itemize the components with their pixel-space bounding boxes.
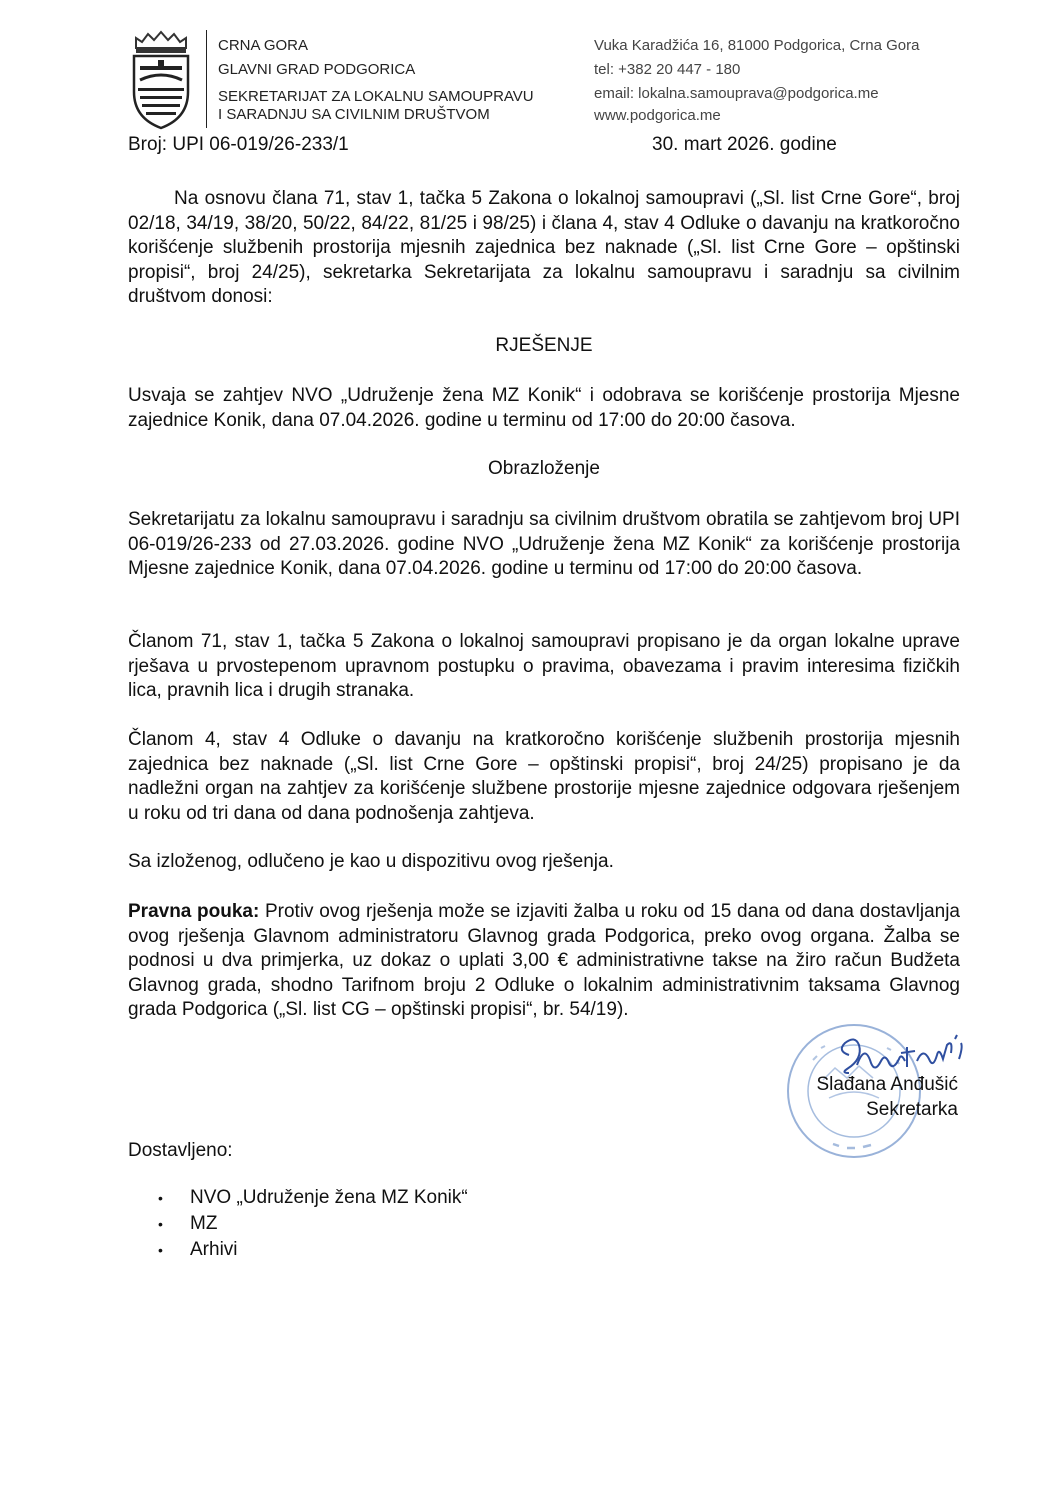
issuer-city: GLAVNI GRAD PODGORICA — [218, 61, 416, 78]
reasoning-paragraph-1: Sekretarijatu za lokalnu samoupravu i saradnju sa civilnim društvom obratila se zahtjevom broj UPI 06-019/26-233 od 27.03.2026. godine NVO „Udruženje žena MZ Konik“ za korišćenje prostorija Mjesne zajednice Konik, dana 07.04.2026. godine u terminu od 17:00 do 20:00 časova. — [128, 509, 960, 579]
contact-address: Vuka Karadžića 16, 81000 Podgorica, Crna Gora — [594, 37, 920, 54]
header-divider — [206, 30, 207, 128]
reference-number: Broj: UPI 06-019/26-233/1 — [128, 134, 349, 155]
legal-notice-paragraph — [128, 900, 960, 1023]
list-item: • NVO „Udruženje žena MZ Konik“ — [128, 1185, 468, 1211]
signatory-block — [816, 1072, 958, 1122]
reasoning-title: Obrazloženje — [488, 458, 600, 479]
contact-website: www.podgorica.me — [594, 107, 721, 124]
intro-paragraph: Na osnovu člana 71, stav 1, tačka 5 Zakona o lokalnoj samoupravi („Sl. list Crne Gore“, broj 02/18, 34/19, 38/20, 50/22, 84/22, 81/25 i 98/25) i člana 4, stav 4 Odluke o davanju na kratkoročno korišćenje službenih prostorija mjesnih zajednica bez naknade („Sl. list Crne Gore – opštinski propisi“, broj 24/25), sekretarka Sekretarijata za lokalnu samoupravu i saradnju sa civilnim društvom donosi: — [128, 188, 960, 307]
signatory-role: Sekretarka — [866, 1099, 958, 1120]
issuer-office-line2: I SARADNJU SA CIVILNIM DRUŠTVOM — [218, 106, 490, 123]
decision-paragraph: Usvaja se zahtjev NVO „Udruženje žena MZ Konik“ i odobrava se korišćenje prostorija Mjesne zajednice Konik, dana 07.04.2026. godine u terminu od 17:00 do 20:00 časova. — [128, 385, 960, 431]
legal-notice-label: Pravna pouka: — [128, 901, 260, 922]
issuer-country: CRNA GORA — [218, 37, 309, 54]
signatory-name: Slađana Anđušić — [816, 1074, 958, 1095]
issuer-block — [218, 34, 534, 124]
contact-phone: tel: +382 20 447 - 180 — [594, 61, 741, 78]
conclusion-paragraph: Sa izloženog, odlučeno je kao u dispozitivu ovog rješenja. — [128, 851, 614, 872]
decision-title: RJEŠENJE — [495, 335, 593, 356]
legal-notice-text: Protiv ovog rješenja može se izjaviti žalba u roku od 15 dana od dana dostavljanja ovog rješenja Glavnom administratoru Glavnog grada Podgorica, preko ovog organa. Žalba se podnosi u dva primjerka, uz dokaz o uplati 3,00 € administrativne takse na žiro račun Budžeta Glavnog grada, shodno Tarifnom broju 2 Odluke o lokalnim administrativnim taksama Glavnog grada Podgorica („Sl. list CG – opštinski propisi“, br. 54/19). — [128, 901, 960, 1020]
reasoning-paragraph-2: Članom 71, stav 1, tačka 5 Zakona o lokalnoj samoupravi propisano je da organ lokalne uprave rješava u prvostepenom upravnom postupku o pravima, obavezama i pravim interesima fizičkih lica, pravnih lica i drugih stranaka. — [128, 631, 960, 701]
issuer-office-line1: SEKRETARIJAT ZA LOKALNU SAMOUPRAVU — [218, 88, 534, 105]
contact-block — [594, 34, 919, 128]
coat-of-arms-icon — [128, 30, 194, 130]
contact-email: email: lokalna.samouprava@podgorica.me — [594, 85, 879, 102]
reasoning-paragraph-3: Članom 4, stav 4 Odluke o davanju na kratkoročno korišćenje službenih prostorija mjesnih zajednica bez naknade („Sl. list Crne Gore – opštinski propisi“, broj 24/25) propisano je da nadležni organ na zahtjev za korišćenje službene prostorije mjesne zajednice odgovara rješenjem u roku od tri dana od dana podnošenja zahtjeva. — [128, 729, 960, 824]
distribution-list — [128, 1185, 468, 1263]
list-item: • Arhivi — [128, 1237, 468, 1263]
list-item: • MZ — [128, 1211, 468, 1237]
distribution-label: Dostavljeno: — [128, 1140, 233, 1161]
document-date: 30. mart 2026. godine — [652, 134, 837, 155]
